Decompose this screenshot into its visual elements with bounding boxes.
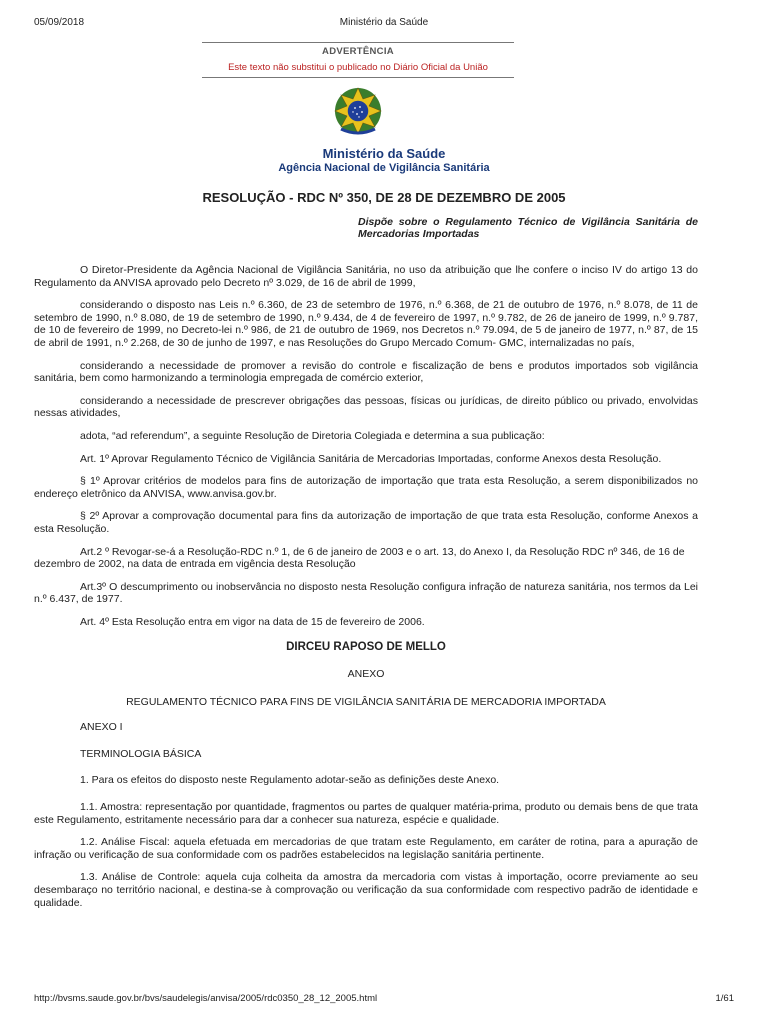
paragraph: § 1º Aprovar critérios de modelos para fins de autorização de importação que trata esta Resolução, a serem disponibilizados no endereço eletrônico da ANVISA, www.anvisa.gov.br.	[34, 475, 698, 500]
paragraph: adota, “ad referendum”, a seguinte Resolução de Diretoria Colegiada e determina a sua publicação:	[80, 429, 545, 442]
resolution-title: RESOLUÇÃO - RDC Nº 350, DE 28 DE DEZEMBRO DE 2005	[202, 190, 566, 205]
definition-item: 1. Para os efeitos do disposto neste Regulamento adotar-seão as definições deste Anexo.	[80, 774, 500, 787]
resolution-body	[34, 264, 698, 919]
print-footer-url: http://bvsms.saude.gov.br/bvs/saudelegis/anvisa/2005/rdc0350_28_12_2005.html	[34, 993, 378, 1004]
article-2	[34, 546, 698, 571]
print-header-title: Ministério da Saúde	[339, 17, 429, 28]
annex-heading: ANEXO	[347, 668, 385, 681]
definition-item: 1.3. Análise de Controle: aquela cuja colheita da amostra da mercadoria com vistas à importação, ocorre previamente ao seu desembaraço no território nacional, e destina-se à comprovação ou verificação da sua conformidade com respectivo padrão de identidade e qualidade.	[34, 871, 698, 909]
article-4: Art. 4º Esta Resolução entra em vigor na data de 15 de fevereiro de 2006.	[80, 615, 425, 628]
paragraph: considerando o disposto nas Leis n.º 6.360, de 23 de setembro de 1976, n.º 6.368, de 21 de outubro de 1976, n.º 8.078, de 11 de setembro de 1990, n.º 8.080, de 19 de setembro de 1990, n.º 9.434, de 4 de fevereiro de 1997, n.º 9.782, de 26 de janeiro de 1999, n.º 9.787, de 10 de fevereiro de 1999, no Decreto-lei n.º 986, de 21 de outubro de 1969, nos Decretos n.º 79.094, de 5 de janeiro de 1977, n.º 87, de 15 de abril de 1991, n.º 2.268, de 30 de junho de 1997, e nas Resoluções do Grupo Mercado Comum- GMC, internalizadas no país,	[34, 299, 698, 349]
terminology-heading: TERMINOLOGIA BÁSICA	[80, 747, 202, 760]
article-3: Art.3º O descumprimento ou inobservância no disposto nesta Resolução configura infração de natureza sanitária, nos termos da Lei n.º 6.437, de 1977.	[34, 580, 698, 606]
definition-item: 1.1. Amostra: representação por quantidade, fragmentos ou partes de qualquer matéria-prima, produto ou demais bens de que trata este Regulamento, estritamente necessário para dar a conhecer sua natureza, espécie e qualidade.	[34, 801, 698, 826]
annex-i-heading: ANEXO I	[80, 721, 123, 734]
resolution-summary: Dispõe sobre o Regulamento Técnico de Vigilância Sanitária de Mercadorias Importadas	[358, 216, 698, 240]
paragraph: considerando a necessidade de promover a revisão do controle e fiscalização de bens e produtos importados sob vigilância sanitária, bem como harmonizando a terminologia empregada de comércio exterior,	[34, 359, 698, 385]
annex-title: REGULAMENTO TÉCNICO PARA FINS DE VIGILÂNCIA SANITÁRIA DE MERCADORIA IMPORTADA	[126, 695, 606, 708]
paragraph: § 2º Aprovar a comprovação documental para fins da autorização de importação de que trata esta Resolução, conforme Anexos a esta Resolução.	[34, 510, 698, 535]
agency-name: Agência Nacional de Vigilância Sanitária	[278, 162, 490, 174]
paragraph: considerando a necessidade de prescrever obrigações das pessoas, físicas ou jurídicas, de direito público ou privado, envolvidas nessas atividades,	[34, 394, 698, 420]
notice-title: ADVERTÊNCIA	[322, 46, 394, 57]
signer-name: DIRCEU RAPOSO DE MELLO	[286, 641, 446, 654]
print-date: 05/09/2018	[34, 17, 85, 28]
brazil-coat-of-arms-icon	[331, 85, 385, 139]
ministry-name: Ministério da Saúde	[322, 146, 446, 161]
article-2-line-1: Art.2 º Revogar-se-á a Resolução-RDC n.º 1, de 6 de janeiro de 2003 e o art. 13, do Anexo I, da Resolução RDC nº 346, de 16 de	[80, 545, 685, 558]
paragraph: O Diretor-Presidente da Agência Nacional de Vigilância Sanitária, no uso da atribuição que lhe confere o inciso IV do artigo 13 do Regulamento da ANVISA aprovado pelo Decreto nº 3.029, de 16 de abril de 1999,	[34, 264, 698, 289]
article-2-line-2: dezembro de 2002, na data de entrada em vigência desta Resolução	[34, 558, 356, 571]
notice-text: Este texto não substitui o publicado no Diário Oficial da União	[228, 62, 488, 73]
ministry-heading	[0, 146, 768, 174]
disclaimer-notice	[202, 42, 514, 78]
definition-item: 1.2. Análise Fiscal: aquela efetuada em mercadorias de que tratam este Regulamento, em caráter de rotina, para a apuração de infração ou verificação de sua conformidade com os padrões estabelecidos na legislação sanitária pertinente.	[34, 836, 698, 861]
paragraph: Art. 1º Aprovar Regulamento Técnico de Vigilância Sanitária de Mercadorias Importadas, conforme Anexos desta Resolução.	[80, 452, 662, 465]
page-number: 1/61	[715, 993, 734, 1004]
